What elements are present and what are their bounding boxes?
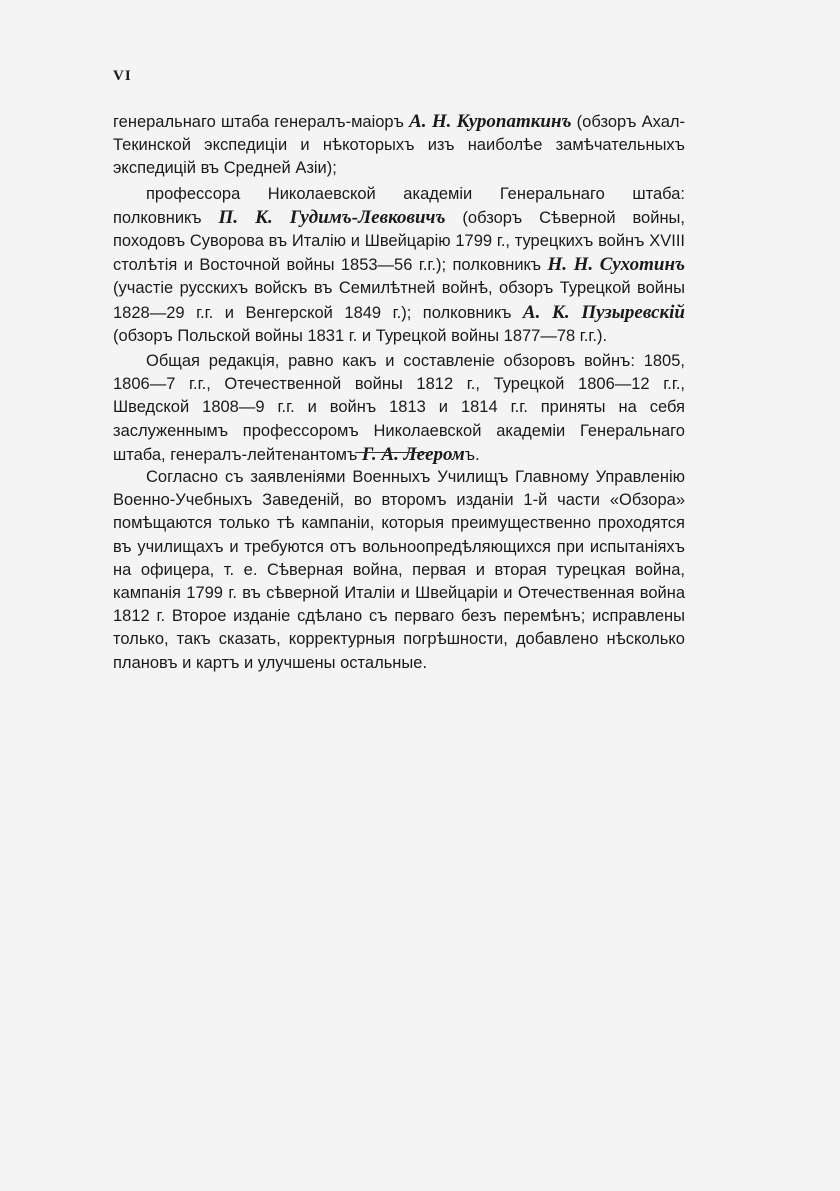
paragraph-editorship bbox=[113, 350, 685, 467]
text-run: генеральнаго штаба генералъ-маіоръ bbox=[113, 113, 410, 131]
author-name: А. К. Пузыревскій bbox=[522, 301, 685, 323]
text-run: (обзоръ Сѣверной войны, походовъ Суворова въ Италію и Швейцарію 1799 г., турецкихъ войнъ XVIII столѣтія и Восточной войны 1853—56 г.г.); полковникъ bbox=[113, 208, 686, 275]
author-name: Н. Н. Сухотинъ bbox=[547, 254, 685, 276]
section-divider bbox=[355, 452, 427, 453]
second-edition-note bbox=[113, 466, 685, 675]
text-run: (участіе русскихъ войскъ въ Семилѣтней войнѣ, обзоръ Турецкой войны 1828—29 г.г. и Венгерской 1849 г.); полковникъ bbox=[113, 279, 685, 322]
text-run: ъ. bbox=[464, 445, 480, 464]
text-run: Общая редакція, равно какъ и составленіе обзоровъ войнъ: 1805, 1806—7 г.г., Отечественной войны 1812 г., Турецкой 1806—12 г.г., Шведской 1808—9 г.г. и войнъ 1813 и 1814 г.г. приняты на себя заслуженнымъ профессоромъ Николаевской академіи Генеральнаго штаба, генералъ-лейтенантомъ bbox=[113, 352, 685, 464]
author-name: Г. А. Леером bbox=[361, 443, 465, 465]
text-run: (обзоръ Польской войны 1831 г. и Турецкой войны 1877—78 г.г.). bbox=[113, 326, 608, 345]
paragraph-professors bbox=[113, 183, 685, 348]
contributors-section bbox=[113, 110, 685, 467]
text-run: (обзоръ Ахал-Текинской экспедиціи и нѣкоторыхъ изъ наиболѣе замѣчательныхъ экспедицій въ Средней Азіи); bbox=[113, 113, 686, 178]
author-name: А. Н. Куропаткинъ bbox=[409, 111, 572, 132]
author-name: П. К. Гудимъ-Левковичъ bbox=[218, 206, 446, 228]
paragraph-kuropatkin bbox=[113, 110, 685, 181]
paragraph-second-edition: Согласно съ заявленіями Военныхъ Училищъ Главному Управленію Военно-Учебныхъ Заведеній, во второмъ изданіи 1-й части «Обзора» помѣщаются только тѣ кампаніи, которыя преимущественно проходятся въ училищахъ и требуются отъ вольноопредѣляющихся при испытаніяхъ на офицера, т. е. Сѣверная война, первая и вторая турецкая война, кампанія 1799 г. въ сѣверной Италіи и Швейцаріи и Отечественная война 1812 г. Второе изданіе сдѣлано съ перваго безъ перемѣнъ; исправлены только, такъ сказать, корректурныя погрѣшности, добавлено нѣсколько плановъ и картъ и улучшены остальные. bbox=[113, 468, 685, 672]
page-number: VI bbox=[113, 68, 132, 84]
text-run: профессора Николаевской академіи Генеральнаго штаба: полковникъ bbox=[113, 184, 685, 227]
